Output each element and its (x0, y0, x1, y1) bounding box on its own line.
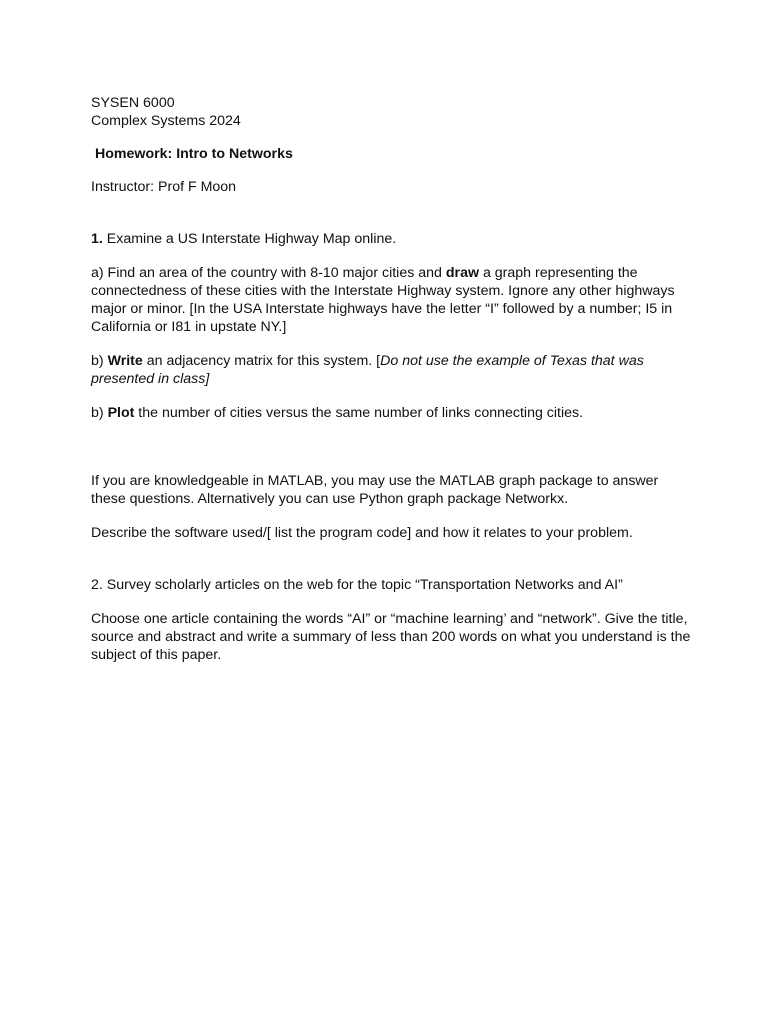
q1-number: 1. (91, 231, 103, 247)
q1-intro (91, 230, 691, 248)
q1-intro-text: Examine a US Interstate Highway Map online. (102, 231, 397, 247)
q1-a-prefix: a) Find an area of the country with 8-10 major cities and (91, 265, 446, 281)
homework-title: Homework: Intro to Networks (95, 146, 293, 162)
q1-b1-italic: Do not use the example of Texas that was presented in class] (91, 353, 644, 387)
q1-b2-bold: Plot (107, 405, 135, 421)
course-name: Complex Systems 2024 (91, 113, 241, 129)
q1-b1-mid: an adjacency matrix for this system. [ (142, 353, 381, 369)
software-paragraph: If you are knowledgeable in MATLAB, you may use the MATLAB graph package to answer these questions. Alternatively you can use Python graph package Networkx. (91, 473, 659, 507)
q1-b1-bold: Write (107, 353, 143, 369)
q1-b2-prefix: b) (91, 405, 108, 421)
software-describe: Describe the software used/[ list the program code] and how it relates to your problem. (91, 525, 633, 541)
q1-part-b-write (91, 352, 691, 388)
q1-b1-prefix: b) (91, 353, 108, 369)
q1-b2-rest: the number of cities versus the same number of links connecting cities. (134, 405, 584, 421)
course-code: SYSEN 6000 (91, 95, 175, 111)
document-page (91, 94, 691, 664)
q1-part-b-plot (91, 404, 691, 422)
instructor-line: Instructor: Prof F Moon (91, 179, 237, 195)
q1-a-bold: draw (445, 265, 479, 281)
q1-a-rest: a graph representing the connectedness of these cities with the Interstate Highway system. Ignore any other highways major or minor. [In the USA Interstate highways have the letter “I” followed by a number; I5 in California or I81 in upstate NY.] (91, 265, 675, 335)
q2-body: Choose one article containing the words “AI” or “machine learning’ and “network”. Give the title, source and abstract and write a summary of less than 200 words on what you understand is the subject of this paper. (91, 611, 691, 663)
q2-intro: 2. Survey scholarly articles on the web for the topic “Transportation Networks and AI” (91, 577, 623, 593)
q1-part-a (91, 264, 691, 336)
